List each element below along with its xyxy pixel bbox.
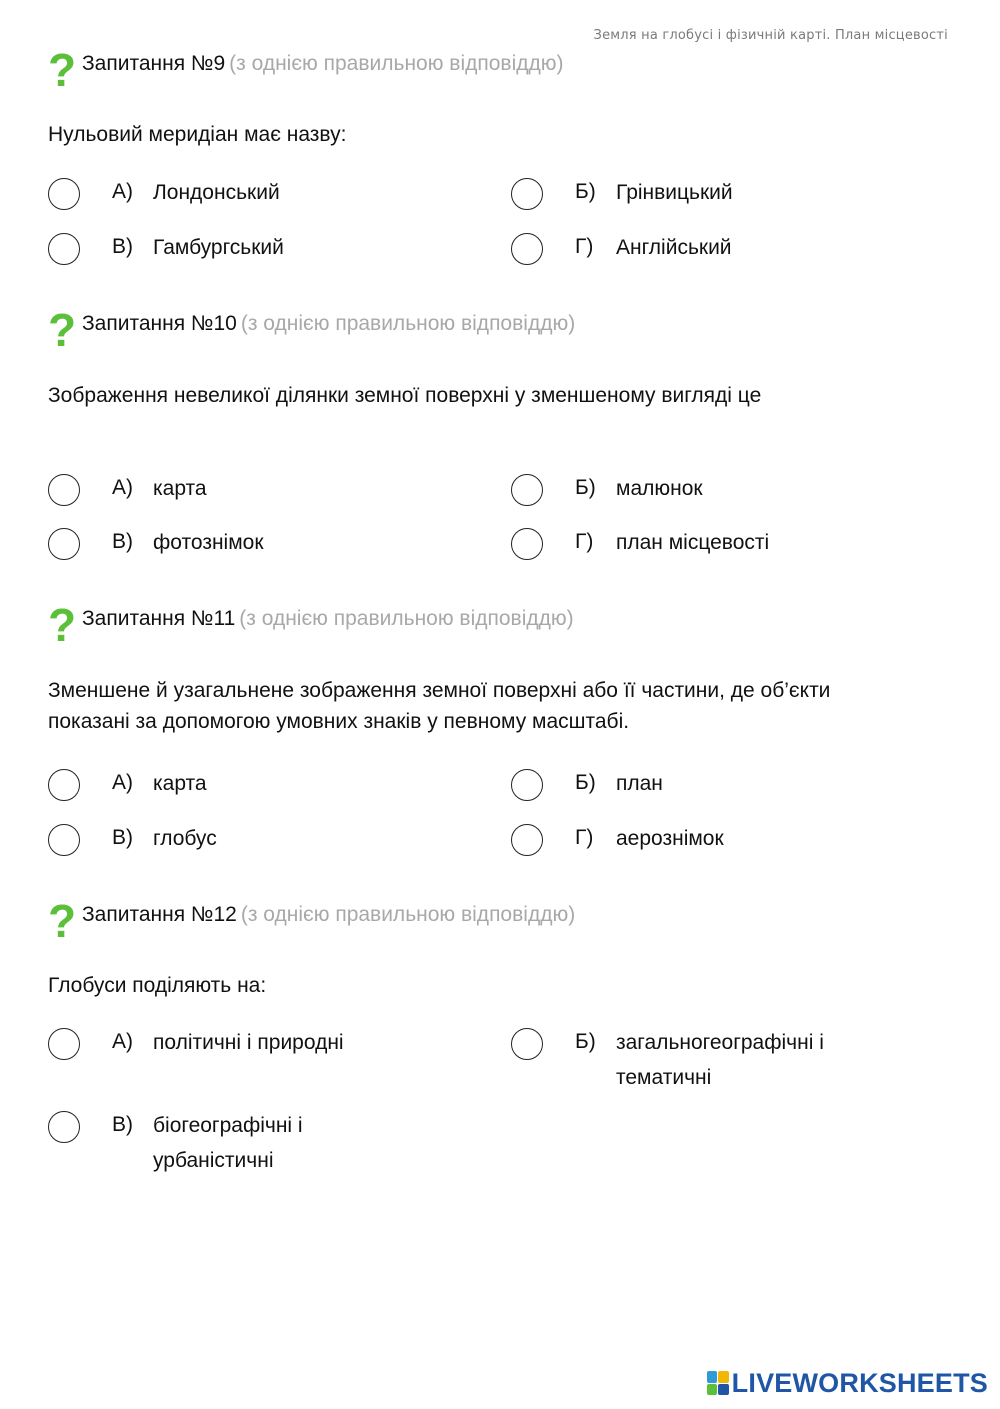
- option-d[interactable]: [511, 824, 911, 864]
- option-letter: Г): [575, 826, 594, 849]
- question-mark-icon: ?: [48, 44, 77, 96]
- option-text: біогеографічні і урбаністичні: [153, 1114, 303, 1172]
- option-letter: Г): [575, 530, 594, 553]
- option-b[interactable]: [511, 474, 911, 514]
- question-number: Запитання №11: [82, 607, 236, 630]
- question-hint: (з однією правильною відповіддю): [240, 312, 576, 335]
- option-text: загальногеографічні і тематичні: [616, 1031, 824, 1089]
- radio-button[interactable]: [48, 178, 80, 210]
- option-letter: Г): [575, 235, 594, 258]
- option-text: політичні і природні: [153, 1031, 344, 1054]
- option-c[interactable]: [48, 233, 448, 273]
- option-text: карта: [153, 772, 207, 795]
- option-letter: Б): [575, 771, 596, 794]
- option-text: план місцевості: [616, 531, 770, 554]
- question-title: [82, 605, 574, 633]
- question-number: Запитання №12: [82, 903, 237, 926]
- question-mark-icon: ?: [48, 304, 77, 356]
- option-d[interactable]: [511, 233, 911, 273]
- option-c[interactable]: [48, 528, 448, 568]
- radio-button[interactable]: [48, 1111, 80, 1143]
- option-text: глобус: [153, 827, 217, 850]
- option-letter: А): [112, 771, 133, 794]
- option-text: Лондонський: [153, 181, 280, 204]
- question-number: Запитання №10: [82, 312, 237, 335]
- option-text: план: [616, 772, 663, 795]
- option-letter: В): [112, 1113, 133, 1136]
- question-text: Зменшене й узагальнене зображення земної поверхні або її частини, де об’єкти показані за допомогою умовних знаків у певному масштабі.: [48, 679, 831, 733]
- question-hint: (з однією правильною відповіддю): [240, 903, 576, 926]
- question-text: Нульовий меридіан має назву:: [48, 123, 347, 146]
- option-letter: А): [112, 1030, 133, 1053]
- question-title: [82, 310, 575, 338]
- radio-button[interactable]: [48, 824, 80, 856]
- radio-button[interactable]: [511, 528, 543, 560]
- option-d[interactable]: [511, 528, 911, 568]
- option-letter: Б): [575, 476, 596, 499]
- option-a[interactable]: [48, 769, 448, 809]
- radio-button[interactable]: [48, 769, 80, 801]
- radio-button[interactable]: [511, 474, 543, 506]
- option-letter: Б): [575, 180, 596, 203]
- question-title: [82, 901, 575, 929]
- option-text: малюнок: [616, 477, 703, 500]
- question-text: Зображення невеликої ділянки земної поверхні у зменшеному вигляді це: [48, 384, 762, 407]
- question-mark-icon: ?: [48, 599, 77, 651]
- question-number: Запитання №9: [82, 52, 226, 75]
- option-c[interactable]: [48, 1111, 448, 1172]
- option-b[interactable]: [511, 178, 911, 218]
- radio-button[interactable]: [511, 233, 543, 265]
- question-title: [82, 50, 564, 78]
- radio-button[interactable]: [511, 178, 543, 210]
- radio-button[interactable]: [48, 1028, 80, 1060]
- question-mark-icon: ?: [48, 895, 77, 947]
- radio-button[interactable]: [511, 1028, 543, 1060]
- option-c[interactable]: [48, 824, 448, 864]
- option-text: Гамбургський: [153, 236, 284, 259]
- option-a[interactable]: [48, 474, 448, 514]
- option-text: аерознімок: [616, 827, 724, 850]
- liveworksheets-logo-icon: [707, 1371, 729, 1395]
- logo-text: LIVEWORKSHEETS: [731, 1367, 988, 1398]
- option-text: карта: [153, 477, 207, 500]
- option-letter: В): [112, 826, 133, 849]
- option-letter: А): [112, 180, 133, 203]
- option-letter: Б): [575, 1030, 596, 1053]
- radio-button[interactable]: [48, 528, 80, 560]
- radio-button[interactable]: [511, 824, 543, 856]
- option-b[interactable]: [511, 769, 911, 809]
- radio-button[interactable]: [511, 769, 543, 801]
- option-text: Англійський: [616, 236, 732, 259]
- radio-button[interactable]: [48, 233, 80, 265]
- option-letter: В): [112, 235, 133, 258]
- option-letter: В): [112, 530, 133, 553]
- question-text: Глобуси поділяють на:: [48, 974, 267, 997]
- question-hint: (з однією правильною відповіддю): [239, 607, 574, 630]
- option-a[interactable]: [48, 1028, 448, 1068]
- option-text: Грінвицький: [616, 181, 733, 204]
- page-header-title: Земля на глобусі і фізичній карті. План місцевості: [593, 28, 948, 43]
- option-text: фотознімок: [153, 531, 264, 554]
- radio-button[interactable]: [48, 474, 80, 506]
- option-a[interactable]: [48, 178, 448, 218]
- liveworksheets-logo: [707, 1367, 988, 1399]
- option-b[interactable]: [511, 1028, 911, 1089]
- option-letter: А): [112, 476, 133, 499]
- question-hint: (з однією правильною відповіддю): [229, 52, 564, 75]
